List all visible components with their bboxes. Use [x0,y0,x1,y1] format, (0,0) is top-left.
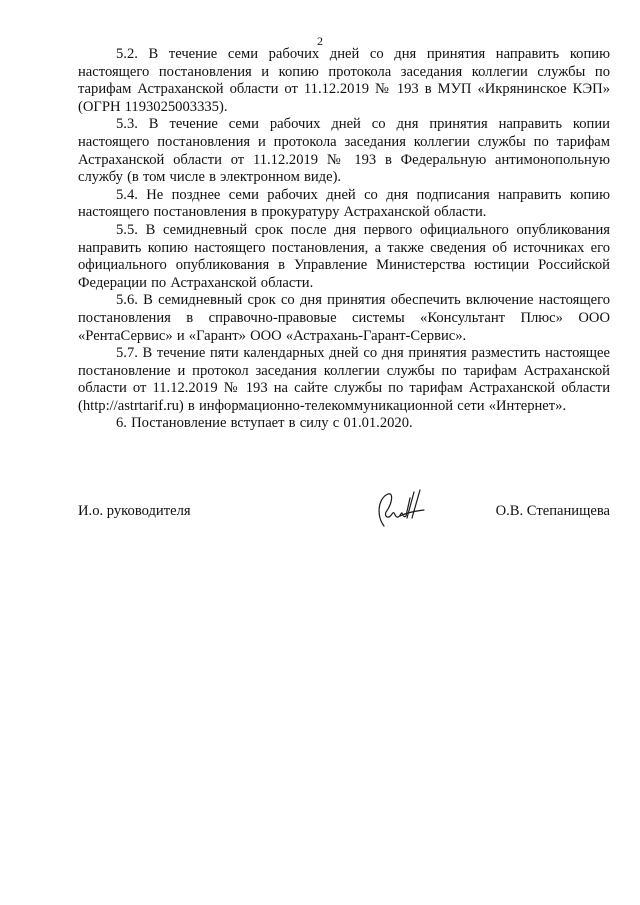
document-body [78,46,610,433]
signature-block [78,486,610,536]
paragraph-5-2: 5.2. В течение семи рабочих дней со дня принятия направить копию настоящего постановления и копию протокола заседания коллегии службы по тарифам Астраханской области от 11.12.2019 № 193 в МУП «Икрянинское КЭП» (ОГРН 1193025003335). [78,46,610,115]
paragraph-5-5: 5.5. В семидневный срок после дня первого официального опубликования направить копию настоящего постановления, а также сведения об источниках его официального опубликования в Управление Министерства юстиции Российской Федерации по Астраханской области. [78,221,610,291]
signatory-name: О.В. Степанищева [495,503,610,519]
paragraph-5-3: 5.3. В течение семи рабочих дней со дня принятия направить копии настоящего постановления и протокола заседания коллегии службы по тарифам Астраханской области от 11.12.2019 № 193 в Федеральную антимонопольную службу (в том числе в электронном виде). [78,116,610,186]
paragraph-6: 6. Постановление вступает в силу с 01.01.2020. [116,415,413,432]
signatory-role: И.о. руководителя [78,503,191,519]
page-number: 2 [317,34,323,48]
handwritten-signature [370,486,430,534]
paragraph-5-7: 5.7. В течение пяти календарных дней со дня принятия разместить настоящее постановление и протокол заседания коллегии службы по тарифам Астраханской области от 11.12.2019 № 193 на сайте службы по тарифам Астраханской области (http://astrtarif.ru) в информационно-телекоммуникационной сети «Интернет». [78,345,610,414]
paragraph-5-4: 5.4. Не позднее семи рабочих дней со дня подписания направить копию настоящего постановления в прокуратуру Астраханской области. [78,186,610,221]
paragraph-5-6: 5.6. В семидневный срок со дня принятия обеспечить включение настоящего постановления в справочно-правовые системы «Консультант Плюс» ООО «РентаСервис» и «Гарант» ООО «Астрахань-Гарант-Сервис». [78,292,610,344]
